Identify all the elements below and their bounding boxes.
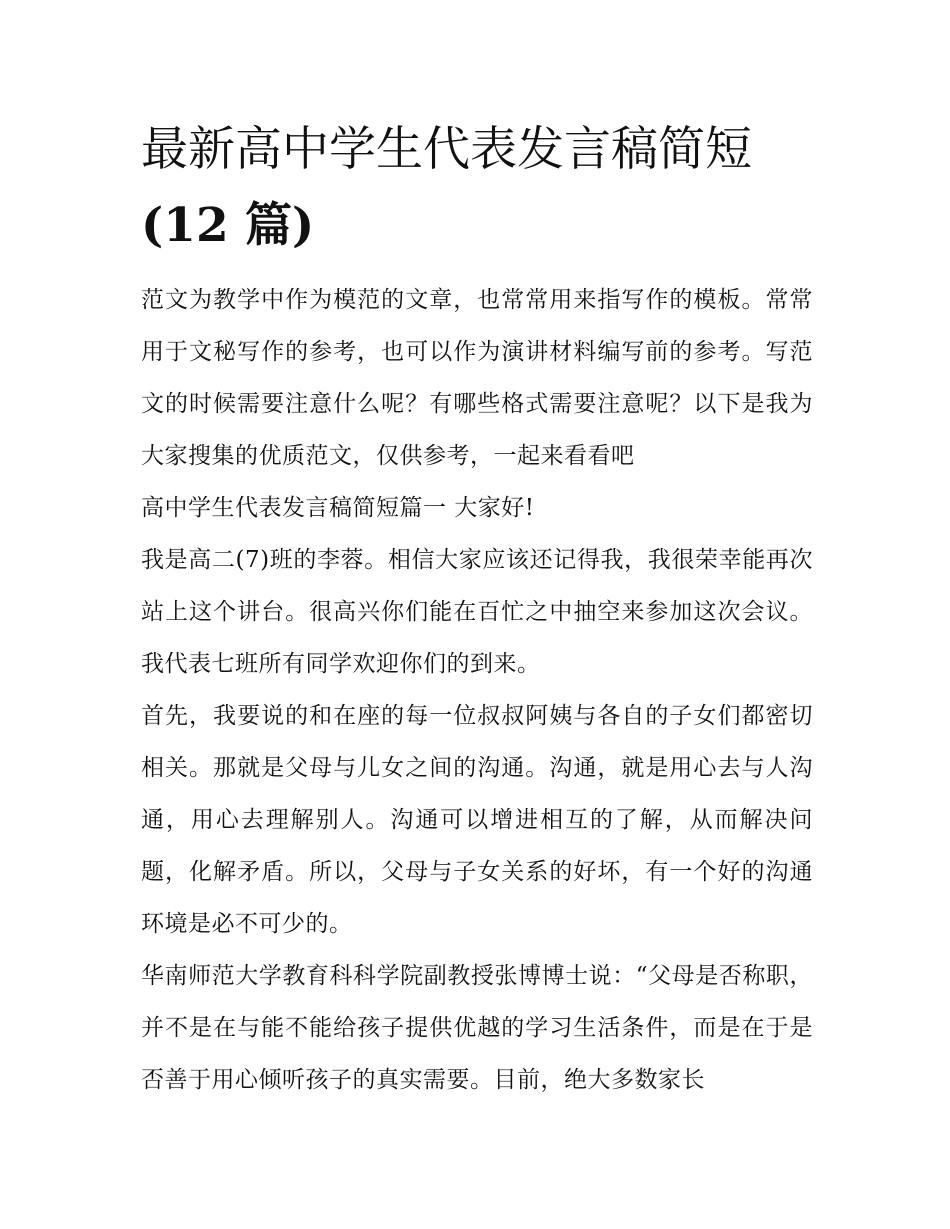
document-body [141,274,813,1106]
title-line-2: (12 篇) [141,198,315,253]
document-content [141,112,813,1106]
paragraph-greeting: 高中学生代表发言稿简短篇一 大家好! [141,495,535,521]
paragraph-intro: 范文为教学中作为模范的文章，也常常用来指写作的模板。常常用于文秘写作的参考，也可以作为演讲材料编写前的参考。写范文的时候需要注意什么呢？有哪些格式需要注意呢？以下是我为大家搜集的优质范文，仅供参考，一起来看看吧 [141,287,813,469]
document-title [141,112,813,264]
paragraph-self-intro: 我是高二(7)班的李蓉。相信大家应该还记得我，我很荣幸能再次站上这个讲台。很高兴你们能在百忙之中抽空来参加这次会议。我代表七班所有同学欢迎你们的到来。 [141,547,813,677]
paragraph-communication: 首先，我要说的和在座的每一位叔叔阿姨与各自的子女们都密切相关。那就是父母与儿女之间的沟通。沟通，就是用心去与人沟通，用心去理解别人。沟通可以增进相互的了解，从而解决问题，化解矛盾。所以，父母与子女关系的好坏，有一个好的沟通环境是必不可少的。 [141,703,813,937]
paragraph-quote: 华南师范大学教育科科学院副教授张博博士说：“父母是否称职，并不是在与能不能给孩子提供优越的学习生活条件，而是在于是否善于用心倾听孩子的真实需要。目前，绝大多数家长 [141,963,813,1093]
title-line-1: 最新高中学生代表发言稿简短 [141,122,752,177]
